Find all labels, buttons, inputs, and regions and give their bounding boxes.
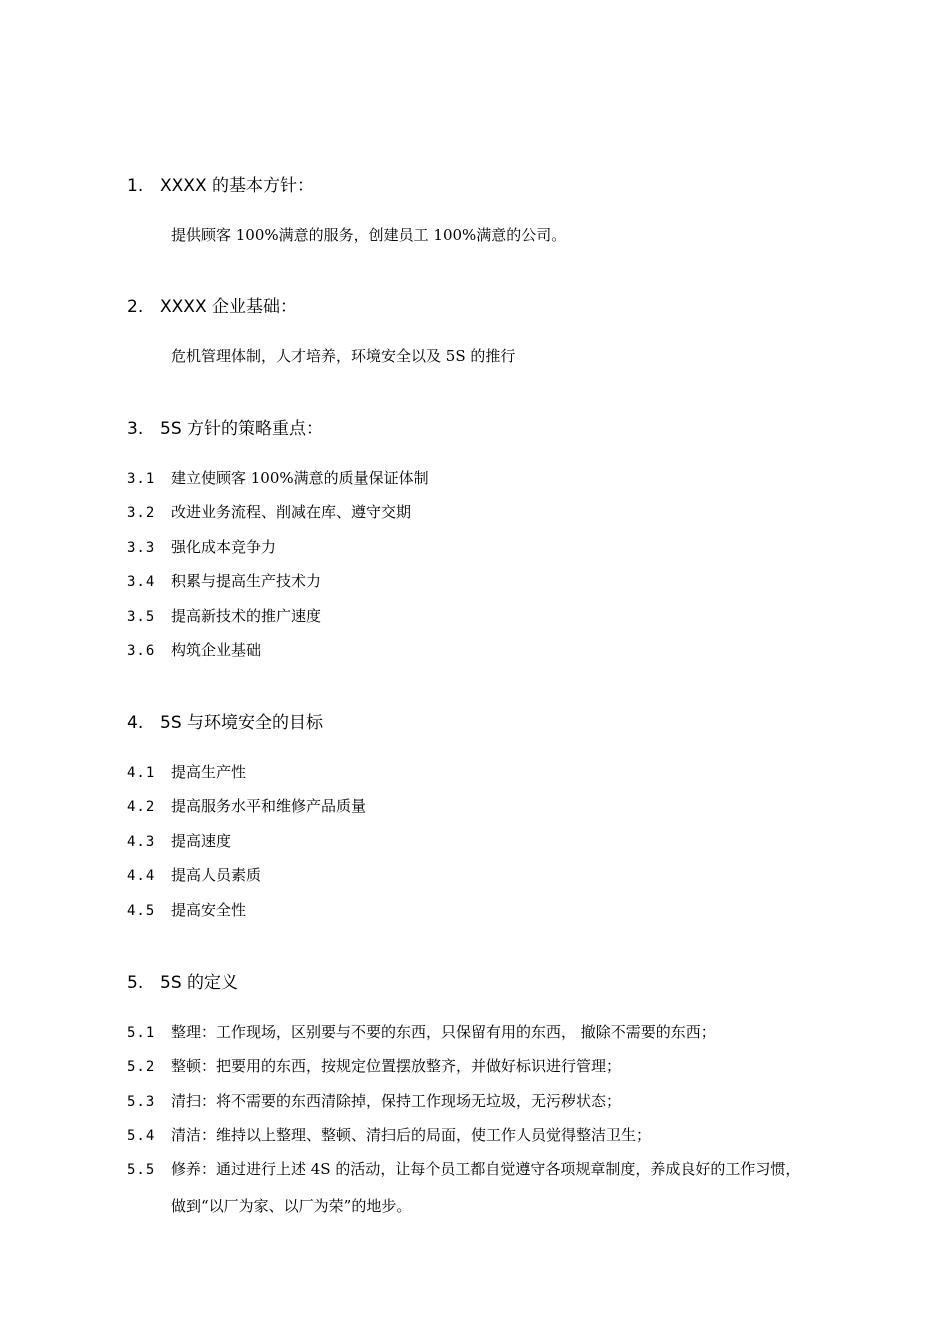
section-number: 3. bbox=[127, 419, 144, 439]
item-number: 4.5 bbox=[127, 903, 156, 919]
item-text: 提高安全性 bbox=[171, 901, 247, 919]
section-title: XXXX 企业基础： bbox=[160, 297, 297, 317]
section-title: 5S 方针的策略重点： bbox=[160, 419, 324, 439]
item-text: 清扫：将不需要的东西清除掉，保持工作现场无垃圾，无污秽状态； bbox=[171, 1092, 622, 1110]
item-text: 整顿：把要用的东西，按规定位置摆放整齐，并做好标识进行管理； bbox=[171, 1057, 622, 1075]
item-number: 5.2 bbox=[127, 1059, 156, 1075]
list-item bbox=[127, 1056, 621, 1077]
section-number: 2. bbox=[127, 297, 144, 317]
item-number: 4.3 bbox=[127, 834, 156, 850]
section-number: 1. bbox=[127, 176, 144, 196]
item-number: 4.2 bbox=[127, 799, 156, 815]
list-item bbox=[127, 502, 411, 523]
item-text: 提高生产性 bbox=[171, 763, 247, 781]
list-item bbox=[127, 1159, 800, 1180]
item-text: 提高服务水平和维修产品质量 bbox=[171, 797, 367, 815]
item-number: 5.4 bbox=[127, 1128, 156, 1144]
list-item bbox=[127, 468, 429, 489]
item-number: 3.5 bbox=[127, 609, 156, 625]
item-number: 3.6 bbox=[127, 643, 156, 659]
item-text: 整理：工作现场，区别要与不要的东西，只保留有用的东西， 撤除不需要的东西； bbox=[171, 1023, 716, 1041]
section-3-heading bbox=[127, 419, 323, 439]
list-item bbox=[127, 537, 276, 558]
section-number: 5. bbox=[127, 973, 144, 993]
list-item bbox=[127, 900, 246, 921]
item-number: 4.1 bbox=[127, 765, 156, 781]
item-number: 5.1 bbox=[127, 1025, 156, 1041]
item-text: 提高新技术的推广速度 bbox=[171, 607, 322, 625]
item-number: 3.4 bbox=[127, 574, 156, 590]
list-item-continuation: 做到“以厂为家、以厂为荣”的地步。 bbox=[171, 1197, 412, 1215]
item-number: 3.2 bbox=[127, 505, 156, 521]
item-text: 强化成本竞争力 bbox=[171, 538, 277, 556]
list-item bbox=[127, 1022, 716, 1043]
item-text: 积累与提高生产技术力 bbox=[171, 572, 322, 590]
item-text: 修养：通过进行上述 4S 的活动，让每个员工都自觉遵守各项规章制度，养成良好的工作习惯， bbox=[171, 1160, 801, 1178]
item-text: 提高速度 bbox=[171, 832, 232, 850]
item-number: 3.3 bbox=[127, 540, 156, 556]
list-item bbox=[127, 571, 321, 592]
item-number: 5.3 bbox=[127, 1094, 156, 1110]
item-text: 构筑企业基础 bbox=[171, 641, 262, 659]
item-number: 3.1 bbox=[127, 471, 156, 487]
list-item bbox=[127, 796, 366, 817]
section-2-body: 危机管理体制，人才培养，环境安全以及 5S 的推行 bbox=[171, 347, 516, 365]
list-item bbox=[127, 606, 321, 627]
section-title: 5S 与环境安全的目标 bbox=[160, 713, 324, 733]
section-title: 5S 的定义 bbox=[160, 973, 239, 993]
list-item bbox=[127, 865, 261, 886]
item-text: 提高人员素质 bbox=[171, 866, 262, 884]
section-5-heading bbox=[127, 973, 238, 993]
section-4-heading bbox=[127, 713, 323, 733]
list-item bbox=[127, 1125, 651, 1146]
list-item bbox=[127, 1091, 621, 1112]
section-number: 4. bbox=[127, 713, 144, 733]
section-1-body: 提供顾客 100%满意的服务，创建员工 100%满意的公司。 bbox=[171, 226, 567, 244]
item-text: 建立使顾客 100%满意的质量保证体制 bbox=[171, 469, 429, 487]
list-item bbox=[127, 640, 261, 661]
list-item bbox=[127, 831, 231, 852]
item-text: 清洁：维持以上整理、整顿、清扫后的局面，使工作人员觉得整洁卫生； bbox=[171, 1126, 652, 1144]
section-title: XXXX 的基本方针： bbox=[160, 176, 314, 196]
item-number: 4.4 bbox=[127, 868, 156, 884]
item-text: 改进业务流程、削减在库、遵守交期 bbox=[171, 503, 412, 521]
section-2-heading bbox=[127, 297, 297, 317]
item-number: 5.5 bbox=[127, 1162, 156, 1178]
list-item bbox=[127, 762, 246, 783]
section-1-heading bbox=[127, 176, 314, 196]
